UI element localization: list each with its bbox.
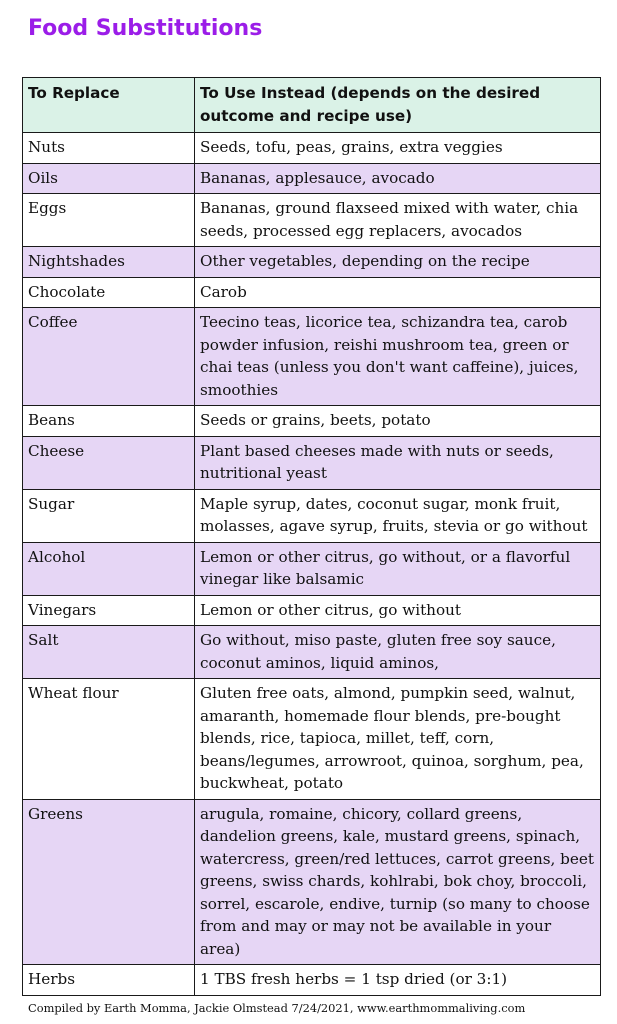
cell-to-use-instead: Maple syrup, dates, coconut sugar, monk fruit, molasses, agave syrup, fruits, stevia or go without [195,489,601,542]
table-row [23,436,601,489]
table-row [23,542,601,595]
cell-to-replace: Nuts [23,133,195,164]
cell-to-replace: Wheat flour [23,679,195,800]
table-row [23,247,601,278]
cell-to-replace: Herbs [23,965,195,996]
cell-to-replace: Oils [23,163,195,194]
cell-to-replace: Greens [23,799,195,965]
cell-to-replace: Alcohol [23,542,195,595]
cell-to-use-instead: Seeds or grains, beets, potato [195,406,601,437]
cell-to-use-instead: 1 TBS fresh herbs = 1 tsp dried (or 3:1) [195,965,601,996]
column-header-to-use-instead: To Use Instead (depends on the desired outcome and recipe use) [195,78,601,133]
cell-to-use-instead: Lemon or other citrus, go without [195,595,601,626]
table-row [23,163,601,194]
cell-to-use-instead: arugula, romaine, chicory, collard greens, dandelion greens, kale, mustard greens, spinach, watercress, green/red lettuces, carrot greens, beet greens, swiss chards, kohlrabi, bok choy, broccoli, sorrel, escarole, endive, turnip (so many to choose from and may or may not be available in your area) [195,799,601,965]
cell-to-replace: Chocolate [23,277,195,308]
table-row [23,965,601,996]
table-row [23,133,601,164]
cell-to-use-instead: Gluten free oats, almond, pumpkin seed, walnut, amaranth, homemade flour blends, pre-bought blends, rice, tapioca, millet, teff, corn, beans/legumes, arrowroot, quinoa, sorghum, pea, buckwheat, potato [195,679,601,800]
cell-to-use-instead: Go without, miso paste, gluten free soy sauce, coconut aminos, liquid aminos, [195,626,601,679]
table-row [23,626,601,679]
cell-to-replace: Beans [23,406,195,437]
cell-to-use-instead: Plant based cheeses made with nuts or seeds, nutritional yeast [195,436,601,489]
table-row [23,679,601,800]
cell-to-replace: Cheese [23,436,195,489]
cell-to-use-instead: Bananas, applesauce, avocado [195,163,601,194]
table-row [23,194,601,247]
cell-to-use-instead: Lemon or other citrus, go without, or a flavorful vinegar like balsamic [195,542,601,595]
table-row [23,799,601,965]
cell-to-use-instead: Teecino teas, licorice tea, schizandra tea, carob powder infusion, reishi mushroom tea, green or chai teas (unless you don't want caffeine), juices, smoothies [195,308,601,406]
column-header-to-replace: To Replace [23,78,195,133]
cell-to-replace: Sugar [23,489,195,542]
table-row [23,595,601,626]
substitutions-table [22,77,601,996]
cell-to-replace: Vinegars [23,595,195,626]
table-header-row [23,78,601,133]
table-row [23,277,601,308]
cell-to-replace: Eggs [23,194,195,247]
footer-credit: Compiled by Earth Momma, Jackie Olmstead 7/24/2021, www.earthmommaliving.com [28,1001,526,1015]
cell-to-replace: Coffee [23,308,195,406]
cell-to-use-instead: Bananas, ground flaxseed mixed with water, chia seeds, processed egg replacers, avocados [195,194,601,247]
cell-to-use-instead: Carob [195,277,601,308]
cell-to-replace: Nightshades [23,247,195,278]
cell-to-replace: Salt [23,626,195,679]
table-row [23,308,601,406]
table-row [23,406,601,437]
page-title: Food Substitutions [28,16,263,41]
table-body [23,133,601,996]
cell-to-use-instead: Seeds, tofu, peas, grains, extra veggies [195,133,601,164]
table-row [23,489,601,542]
cell-to-use-instead: Other vegetables, depending on the recipe [195,247,601,278]
